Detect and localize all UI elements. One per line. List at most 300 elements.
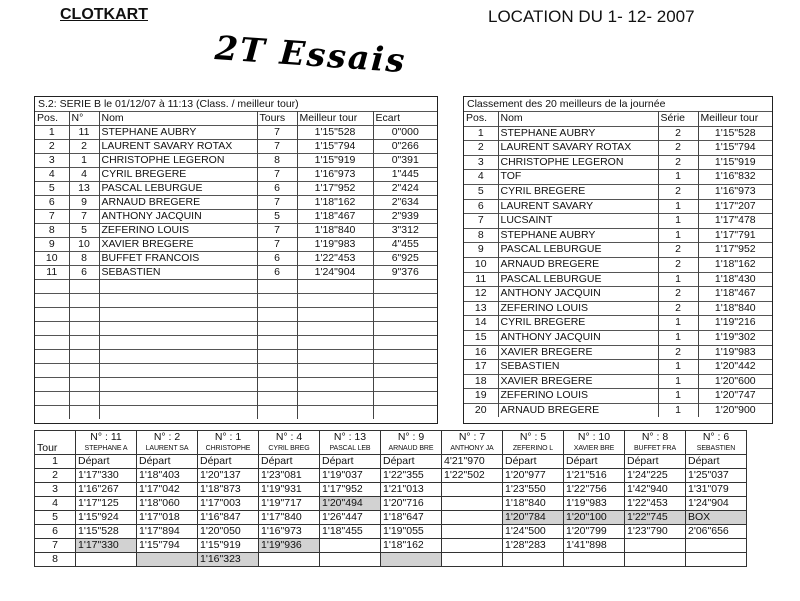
ranking-row: [464, 316, 772, 331]
best-lap-cell: 1'22"745: [625, 511, 686, 525]
lap-cell: 1'20"799: [564, 525, 625, 539]
driver-number: N° : 10: [577, 431, 611, 443]
ranking-cell: 2: [658, 301, 698, 316]
driver-name: CYRIL BREG: [268, 445, 310, 452]
lap-cell: 1'17"042: [137, 483, 198, 497]
result-cell: 7: [257, 224, 297, 238]
ranking-cell: 1: [658, 272, 698, 287]
ranking-cell: 1: [658, 330, 698, 345]
ranking-cell: 19: [464, 389, 498, 404]
lap-cell: 1'16"973: [259, 525, 320, 539]
ranking-cell: 1: [658, 316, 698, 331]
lap-cell: [686, 553, 747, 567]
ranking-row: [464, 170, 772, 185]
ranking-cell: 1: [658, 228, 698, 243]
ranking-cell: 1: [658, 170, 698, 185]
empty-cell: [99, 322, 257, 336]
result-cell: 1'19"983: [297, 238, 373, 252]
lap-cell: 1'17"018: [137, 511, 198, 525]
ranking-cell: 1: [658, 360, 698, 375]
empty-cell: [297, 392, 373, 406]
empty-cell: [35, 378, 69, 392]
ranking-cell: 12: [464, 287, 498, 302]
ranking-row: [464, 403, 772, 417]
day-ranking-title: Classement des 20 meilleurs de la journée: [467, 98, 666, 110]
result-cell: 1'18"467: [297, 210, 373, 224]
lap-cell: [442, 553, 503, 567]
driver-name: ZEFERINO L: [512, 445, 554, 452]
empty-cell: [297, 350, 373, 364]
ranking-cell: 7: [464, 214, 498, 229]
empty-cell: [257, 294, 297, 308]
result-row: [35, 266, 437, 280]
empty-cell: [69, 294, 99, 308]
column-header: N°: [69, 112, 99, 126]
series-results-header: [35, 112, 437, 126]
ranking-cell: 1'18"467: [698, 287, 772, 302]
ranking-cell: 14: [464, 316, 498, 331]
lap-cell: [503, 553, 564, 567]
result-cell: 6: [257, 182, 297, 196]
result-cell: 5: [257, 210, 297, 224]
empty-cell: [373, 378, 437, 392]
ranking-cell: 17: [464, 360, 498, 375]
result-cell: 7: [35, 210, 69, 224]
ranking-row: [464, 141, 772, 156]
empty-row: [35, 378, 437, 392]
result-row: [35, 252, 437, 266]
ranking-cell: 8: [464, 228, 498, 243]
ranking-row: [464, 243, 772, 258]
series-results-table: [35, 111, 437, 419]
ranking-cell: 2: [658, 155, 698, 170]
lap-times-table: [34, 430, 747, 567]
result-cell: XAVIER BREGERE: [99, 238, 257, 252]
lap-cell: Départ: [381, 455, 442, 469]
lap-cell: 1'18"455: [320, 525, 381, 539]
result-row: [35, 182, 437, 196]
result-cell: 0"000: [373, 126, 437, 140]
lap-number: 4: [35, 497, 76, 511]
ranking-cell: 18: [464, 374, 498, 389]
empty-cell: [297, 280, 373, 294]
lap-cell: 1'22"502: [442, 469, 503, 483]
result-row: [35, 238, 437, 252]
lap-cell: [442, 483, 503, 497]
driver-header: [320, 431, 381, 455]
lap-cell: 1'24"225: [625, 469, 686, 483]
ranking-cell: 1: [464, 126, 498, 141]
result-cell: 7: [257, 196, 297, 210]
empty-cell: [35, 336, 69, 350]
empty-cell: [297, 378, 373, 392]
lap-cell: 1'19"717: [259, 497, 320, 511]
best-lap-cell: 1'20"494: [320, 497, 381, 511]
ranking-cell: 13: [464, 301, 498, 316]
ranking-cell: CYRIL BREGERE: [498, 316, 658, 331]
lap-cell: 1'17"840: [259, 511, 320, 525]
lap-cell: 1'16"267: [76, 483, 137, 497]
result-cell: 3: [35, 154, 69, 168]
driver-header: [76, 431, 137, 455]
ranking-cell: 1'19"302: [698, 330, 772, 345]
driver-number: N° : 7: [458, 431, 486, 443]
empty-cell: [297, 336, 373, 350]
result-cell: 4: [35, 168, 69, 182]
day-ranking-panel: [463, 96, 773, 424]
empty-cell: [35, 392, 69, 406]
result-cell: 0"391: [373, 154, 437, 168]
ranking-cell: XAVIER BREGERE: [498, 374, 658, 389]
series-results-title: S.2: SERIE B le 01/12/07 à 11:13 (Class. / meilleur tour): [38, 98, 299, 110]
ranking-row: [464, 272, 772, 287]
lap-cell: [442, 539, 503, 553]
result-cell: 7: [257, 238, 297, 252]
result-cell: 9: [35, 238, 69, 252]
lap-cell: 1'17"003: [198, 497, 259, 511]
result-cell: 1'22"453: [297, 252, 373, 266]
ranking-row: [464, 228, 772, 243]
result-cell: 3"312: [373, 224, 437, 238]
lap-cell: 1'17"952: [320, 483, 381, 497]
lap-cell: 1'16"847: [198, 511, 259, 525]
ranking-cell: 2: [658, 141, 698, 156]
column-header: Pos.: [35, 112, 69, 126]
result-cell: 1'18"840: [297, 224, 373, 238]
driver-name: SEBASTIEN: [696, 445, 736, 452]
best-lap-cell: 1'17"330: [76, 539, 137, 553]
empty-cell: [99, 378, 257, 392]
lap-cell: Départ: [259, 455, 320, 469]
lap-cell: 1'22"355: [381, 469, 442, 483]
ranking-cell: 1'18"840: [698, 301, 772, 316]
ranking-cell: 1: [658, 199, 698, 214]
ranking-row: [464, 389, 772, 404]
driver-number: N° : 13: [333, 431, 367, 443]
driver-header: [686, 431, 747, 455]
result-cell: 8: [69, 252, 99, 266]
empty-cell: [35, 406, 69, 420]
ranking-cell: 2: [658, 243, 698, 258]
ranking-row: [464, 374, 772, 389]
result-cell: 1'18"162: [297, 196, 373, 210]
ranking-cell: 1'15"794: [698, 141, 772, 156]
lap-cell: Départ: [503, 455, 564, 469]
column-header: Série: [658, 112, 698, 127]
empty-cell: [373, 280, 437, 294]
empty-cell: [373, 364, 437, 378]
lap-row: [35, 511, 747, 525]
ranking-cell: ARNAUD BREGERE: [498, 257, 658, 272]
day-ranking-table: [464, 111, 772, 417]
result-cell: 4"455: [373, 238, 437, 252]
result-cell: 6: [257, 266, 297, 280]
result-cell: ANTHONY JACQUIN: [99, 210, 257, 224]
driver-name: LAURENT SA: [145, 445, 189, 452]
ranking-cell: 1'17"791: [698, 228, 772, 243]
ranking-row: [464, 287, 772, 302]
result-cell: 13: [69, 182, 99, 196]
ranking-row: [464, 257, 772, 272]
best-lap-cell: 1'16"323: [198, 553, 259, 567]
empty-cell: [257, 364, 297, 378]
lap-cell: 1'25"037: [686, 469, 747, 483]
best-lap-cell: 1'20"100: [564, 511, 625, 525]
ranking-cell: 2: [658, 126, 698, 141]
ranking-cell: PASCAL LEBURGUE: [498, 243, 658, 258]
ranking-cell: 1'20"747: [698, 389, 772, 404]
column-header: Nom: [498, 112, 658, 127]
lap-number: 5: [35, 511, 76, 525]
column-header: Tours: [257, 112, 297, 126]
ranking-cell: STEPHANE AUBRY: [498, 126, 658, 141]
lap-cell: 1'21"013: [381, 483, 442, 497]
lap-row: [35, 539, 747, 553]
lap-cell: 1'23"081: [259, 469, 320, 483]
empty-row: [35, 308, 437, 322]
ranking-cell: ZEFERINO LOUIS: [498, 301, 658, 316]
result-cell: 1"445: [373, 168, 437, 182]
ranking-cell: SEBASTIEN: [498, 360, 658, 375]
result-cell: 0"266: [373, 140, 437, 154]
result-cell: ARNAUD BREGERE: [99, 196, 257, 210]
lap-row: [35, 553, 747, 567]
lap-cell: Départ: [137, 455, 198, 469]
ranking-cell: 1'16"832: [698, 170, 772, 185]
ranking-cell: ANTHONY JACQUIN: [498, 287, 658, 302]
empty-cell: [99, 294, 257, 308]
ranking-cell: ARNAUD BREGERE: [498, 403, 658, 417]
column-header: Ecart: [373, 112, 437, 126]
empty-cell: [297, 308, 373, 322]
ranking-cell: 1'15"528: [698, 126, 772, 141]
lap-cell: [76, 553, 137, 567]
ranking-row: [464, 345, 772, 360]
empty-cell: [297, 322, 373, 336]
driver-header: [503, 431, 564, 455]
ranking-cell: 2: [658, 184, 698, 199]
empty-cell: [99, 280, 257, 294]
lap-cell: Départ: [76, 455, 137, 469]
driver-header: [259, 431, 320, 455]
ranking-cell: 11: [464, 272, 498, 287]
lap-cell: 1'17"330: [76, 469, 137, 483]
tour-header: Tour: [35, 431, 76, 455]
empty-cell: [257, 336, 297, 350]
lap-cell: 1'17"125: [76, 497, 137, 511]
result-cell: 7: [69, 210, 99, 224]
result-cell: 1: [69, 154, 99, 168]
lap-cell: 1'28"283: [503, 539, 564, 553]
result-cell: 10: [69, 238, 99, 252]
lap-cell: 1'20"137: [198, 469, 259, 483]
location-date: LOCATION DU 1- 12- 2007: [488, 7, 695, 26]
lap-row: [35, 525, 747, 539]
lap-cell: [564, 553, 625, 567]
result-cell: 10: [35, 252, 69, 266]
empty-row: [35, 322, 437, 336]
lap-cell: 1'23"550: [503, 483, 564, 497]
result-cell: 1'16"973: [297, 168, 373, 182]
empty-cell: [373, 322, 437, 336]
ranking-row: [464, 301, 772, 316]
lap-cell: 1'18"647: [381, 511, 442, 525]
empty-cell: [35, 280, 69, 294]
ranking-cell: 1'17"478: [698, 214, 772, 229]
ranking-cell: CYRIL BREGERE: [498, 184, 658, 199]
lap-cell: 1'21"516: [564, 469, 625, 483]
lap-number: 2: [35, 469, 76, 483]
ranking-cell: 1'19"216: [698, 316, 772, 331]
empty-row: [35, 350, 437, 364]
result-cell: 11: [35, 266, 69, 280]
result-cell: 8: [35, 224, 69, 238]
empty-cell: [69, 350, 99, 364]
lap-cell: 1'19"931: [259, 483, 320, 497]
result-cell: 7: [257, 168, 297, 182]
result-cell: 9: [69, 196, 99, 210]
result-cell: 2: [69, 140, 99, 154]
brand-title: CLOTKART: [60, 6, 148, 23]
result-cell: BUFFET FRANCOIS: [99, 252, 257, 266]
ranking-cell: 1: [658, 403, 698, 417]
ranking-cell: 1'18"162: [698, 257, 772, 272]
empty-cell: [69, 308, 99, 322]
empty-cell: [35, 350, 69, 364]
driver-name: BUFFET FRA: [633, 445, 677, 452]
lap-cell: [442, 497, 503, 511]
empty-cell: [99, 406, 257, 420]
empty-cell: [35, 308, 69, 322]
ranking-cell: 1'20"442: [698, 360, 772, 375]
empty-cell: [99, 336, 257, 350]
result-row: [35, 196, 437, 210]
ranking-row: [464, 199, 772, 214]
lap-cell: 1'42"940: [625, 483, 686, 497]
ranking-cell: 1'20"900: [698, 403, 772, 417]
empty-cell: [99, 308, 257, 322]
ranking-cell: 1'20"600: [698, 374, 772, 389]
ranking-row: [464, 184, 772, 199]
empty-cell: [257, 392, 297, 406]
ranking-cell: CHRISTOPHE LEGERON: [498, 155, 658, 170]
lap-cell: 1'22"453: [625, 497, 686, 511]
empty-cell: [257, 308, 297, 322]
lap-cell: 1'31"079: [686, 483, 747, 497]
lap-cell: 1'41"898: [564, 539, 625, 553]
ranking-cell: 3: [464, 155, 498, 170]
driver-number: N° : 4: [275, 431, 303, 443]
driver-name: XAVIER BRE: [573, 445, 615, 452]
ranking-cell: 4: [464, 170, 498, 185]
lap-cell: 1'23"790: [625, 525, 686, 539]
empty-cell: [99, 392, 257, 406]
lap-cell: 4'21"970: [442, 455, 503, 469]
lap-cell: [320, 553, 381, 567]
result-cell: 5: [35, 182, 69, 196]
empty-cell: [69, 280, 99, 294]
driver-header: [442, 431, 503, 455]
ranking-row: [464, 155, 772, 170]
result-cell: 2"939: [373, 210, 437, 224]
ranking-cell: STEPHANE AUBRY: [498, 228, 658, 243]
ranking-cell: 1: [658, 374, 698, 389]
result-cell: CHRISTOPHE LEGERON: [99, 154, 257, 168]
lap-cell: [442, 525, 503, 539]
ranking-cell: ZEFERINO LOUIS: [498, 389, 658, 404]
lap-cell: [686, 539, 747, 553]
result-cell: 1'15"794: [297, 140, 373, 154]
lap-cell: 1'18"403: [137, 469, 198, 483]
lap-number: 8: [35, 553, 76, 567]
lap-cell: 1'15"919: [198, 539, 259, 553]
empty-cell: [297, 364, 373, 378]
empty-row: [35, 406, 437, 420]
driver-name: STEPHANE A: [84, 445, 128, 452]
handwritten-note: 2T Essais: [213, 28, 408, 81]
ranking-row: [464, 214, 772, 229]
column-header: Meilleur tour: [297, 112, 373, 126]
ranking-row: [464, 126, 772, 141]
result-cell: 11: [69, 126, 99, 140]
empty-cell: [99, 350, 257, 364]
ranking-cell: 1: [658, 214, 698, 229]
empty-cell: [69, 378, 99, 392]
lap-cell: 1'15"528: [76, 525, 137, 539]
lap-cell: 1'20"050: [198, 525, 259, 539]
empty-cell: [257, 280, 297, 294]
empty-row: [35, 392, 437, 406]
lap-cell: 1'19"037: [320, 469, 381, 483]
empty-cell: [69, 364, 99, 378]
empty-cell: [35, 322, 69, 336]
lap-row: [35, 497, 747, 511]
lap-cell: Départ: [320, 455, 381, 469]
ranking-cell: LAURENT SAVARY ROTAX: [498, 141, 658, 156]
lap-cell: 1'24"500: [503, 525, 564, 539]
lap-cell: 1'20"716: [381, 497, 442, 511]
result-cell: 1'24"904: [297, 266, 373, 280]
empty-cell: [373, 336, 437, 350]
lap-row: [35, 455, 747, 469]
series-results-panel: [34, 96, 438, 424]
best-lap-cell: 1'20"784: [503, 511, 564, 525]
lap-number: 6: [35, 525, 76, 539]
empty-cell: [373, 392, 437, 406]
lap-cell: [625, 553, 686, 567]
driver-number: N° : 8: [641, 431, 669, 443]
lap-cell: 1'15"924: [76, 511, 137, 525]
result-cell: 2"424: [373, 182, 437, 196]
ranking-cell: XAVIER BREGERE: [498, 345, 658, 360]
empty-cell: [373, 308, 437, 322]
ranking-cell: 9: [464, 243, 498, 258]
ranking-cell: 6: [464, 199, 498, 214]
lap-cell: 1'18"840: [503, 497, 564, 511]
best-lap-cell: 1'19"936: [259, 539, 320, 553]
ranking-cell: LAURENT SAVARY: [498, 199, 658, 214]
day-ranking-header: [464, 112, 772, 127]
result-cell: 6: [257, 252, 297, 266]
best-lap-cell: [137, 553, 198, 567]
driver-number: N° : 6: [702, 431, 730, 443]
result-cell: 1'15"919: [297, 154, 373, 168]
result-cell: 1'15"528: [297, 126, 373, 140]
empty-cell: [373, 294, 437, 308]
ranking-cell: 2: [658, 287, 698, 302]
lap-cell: Départ: [686, 455, 747, 469]
lap-cell: 1'26"447: [320, 511, 381, 525]
